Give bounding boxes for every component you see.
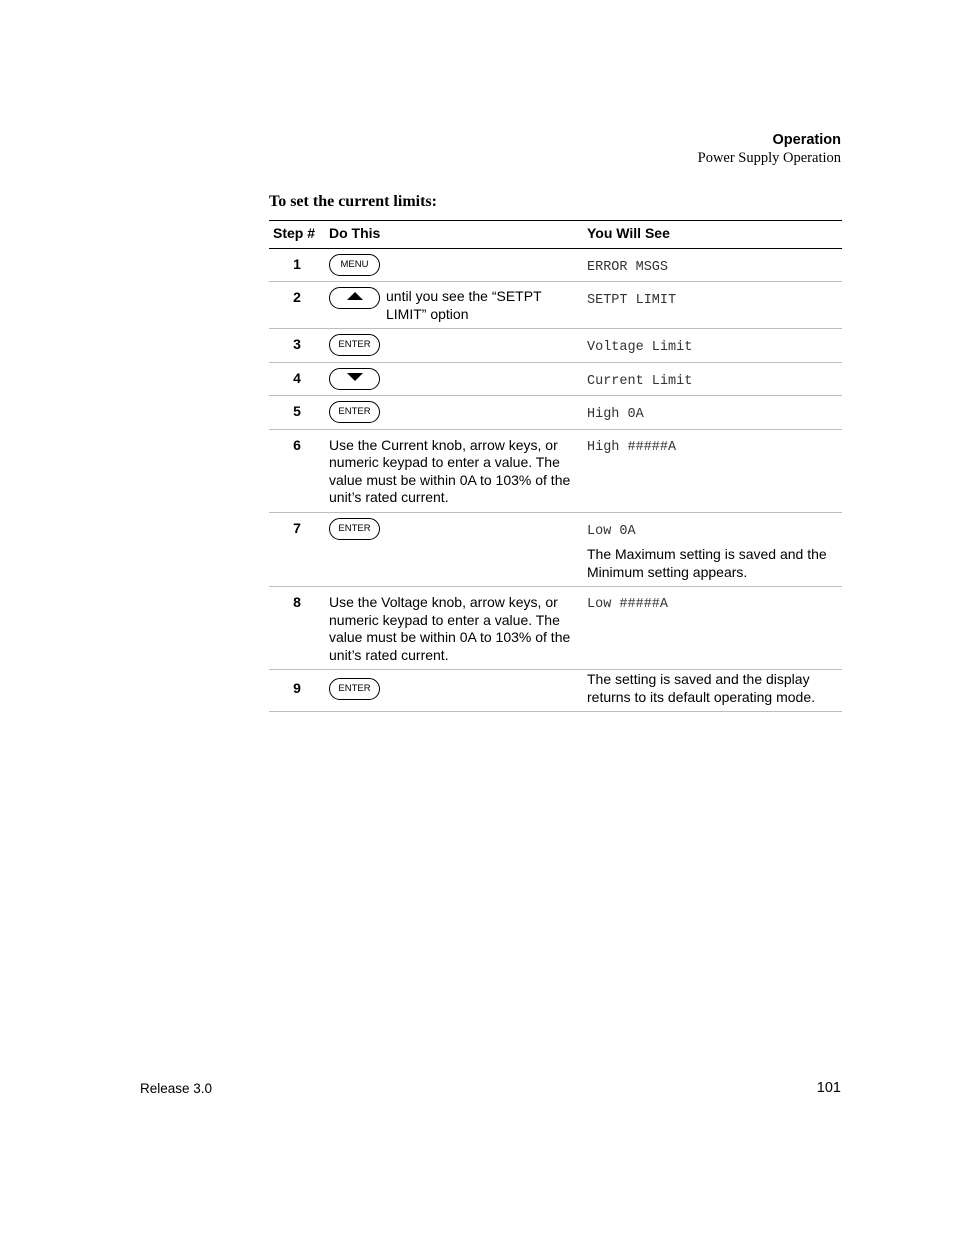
footer-release: Release 3.0 [140,1081,213,1096]
table-header-row [269,221,842,249]
do-this-cell [325,248,583,282]
do-this-cell [325,362,583,396]
do-this-cell: Use the Voltage knob, arrow keys, or numeric keypad to enter a value. The value must be within 0A to 103% of the unit’s rated current. [329,594,571,663]
you-will-see-cell [583,396,842,430]
enter-key-button: ENTER [329,678,380,700]
menu-key-button: MENU [329,254,380,276]
step-number: 4 [293,369,301,386]
header-subsection: Power Supply Operation [697,150,841,166]
table-row [269,282,842,329]
up-arrow-icon [347,292,363,300]
up-arrow-key-button [329,287,380,309]
down-arrow-key-button [329,368,380,390]
do-this-cell: Use the Current knob, arrow keys, or numeric keypad to enter a value. The value must be within 0A to 103% of the unit’s rated current. [329,436,571,505]
header-step: Step # [273,225,316,241]
table-row [269,429,842,512]
procedure-table [269,220,842,712]
table-row [269,329,842,363]
instruction-text: until you see the “SETPT LIMIT” option [386,288,542,322]
table-row [269,512,842,587]
step-number: 8 [293,594,301,610]
header-section: Operation [772,132,841,148]
table-row [269,670,842,712]
table-row [269,362,842,396]
enter-key-button: ENTER [329,518,380,540]
step-number: 2 [293,289,301,305]
display-readout: ERROR MSGS [587,259,669,275]
you-will-see-cell [583,362,842,396]
do-this-cell [325,282,583,329]
header-do-this: Do This [329,225,381,241]
result-note: The Maximum setting is saved and the Minimum setting appears. [587,546,827,580]
you-will-see-cell [583,512,842,587]
do-this-cell [325,329,583,363]
you-will-see-cell [583,329,842,363]
display-readout: High 0A [587,407,644,422]
step-number: 3 [293,336,301,352]
result-note: The setting is saved and the display returns to its default operating mode. [587,671,816,705]
display-readout: SETPT LIMIT [587,293,677,308]
do-this-cell [325,512,583,587]
down-arrow-icon [347,373,363,381]
step-number: 5 [293,403,301,419]
you-will-see-cell [583,670,842,712]
table-row [269,396,842,430]
display-readout: High #####A [587,439,677,455]
procedure-title: To set the current limits: [269,193,437,210]
table-row [269,587,842,670]
step-number: 6 [293,436,301,453]
display-readout: Low 0A [587,523,636,539]
you-will-see-cell [583,429,842,512]
step-number: 1 [293,255,301,272]
page-number: 101 [816,1080,841,1096]
enter-key-button: ENTER [329,334,380,356]
display-readout: Current Limit [587,373,693,389]
table-row [269,248,842,282]
step-number: 7 [293,519,301,536]
running-header [698,131,841,167]
do-this-cell [325,670,583,712]
do-this-cell [325,396,583,430]
display-readout: Voltage Limit [587,340,693,355]
step-number: 9 [293,680,301,696]
you-will-see-cell [583,282,842,329]
header-you-will-see: You Will See [587,225,670,241]
display-readout: Low #####A [587,597,669,612]
you-will-see-cell [583,587,842,670]
enter-key-button: ENTER [329,401,380,423]
you-will-see-cell [583,248,842,282]
